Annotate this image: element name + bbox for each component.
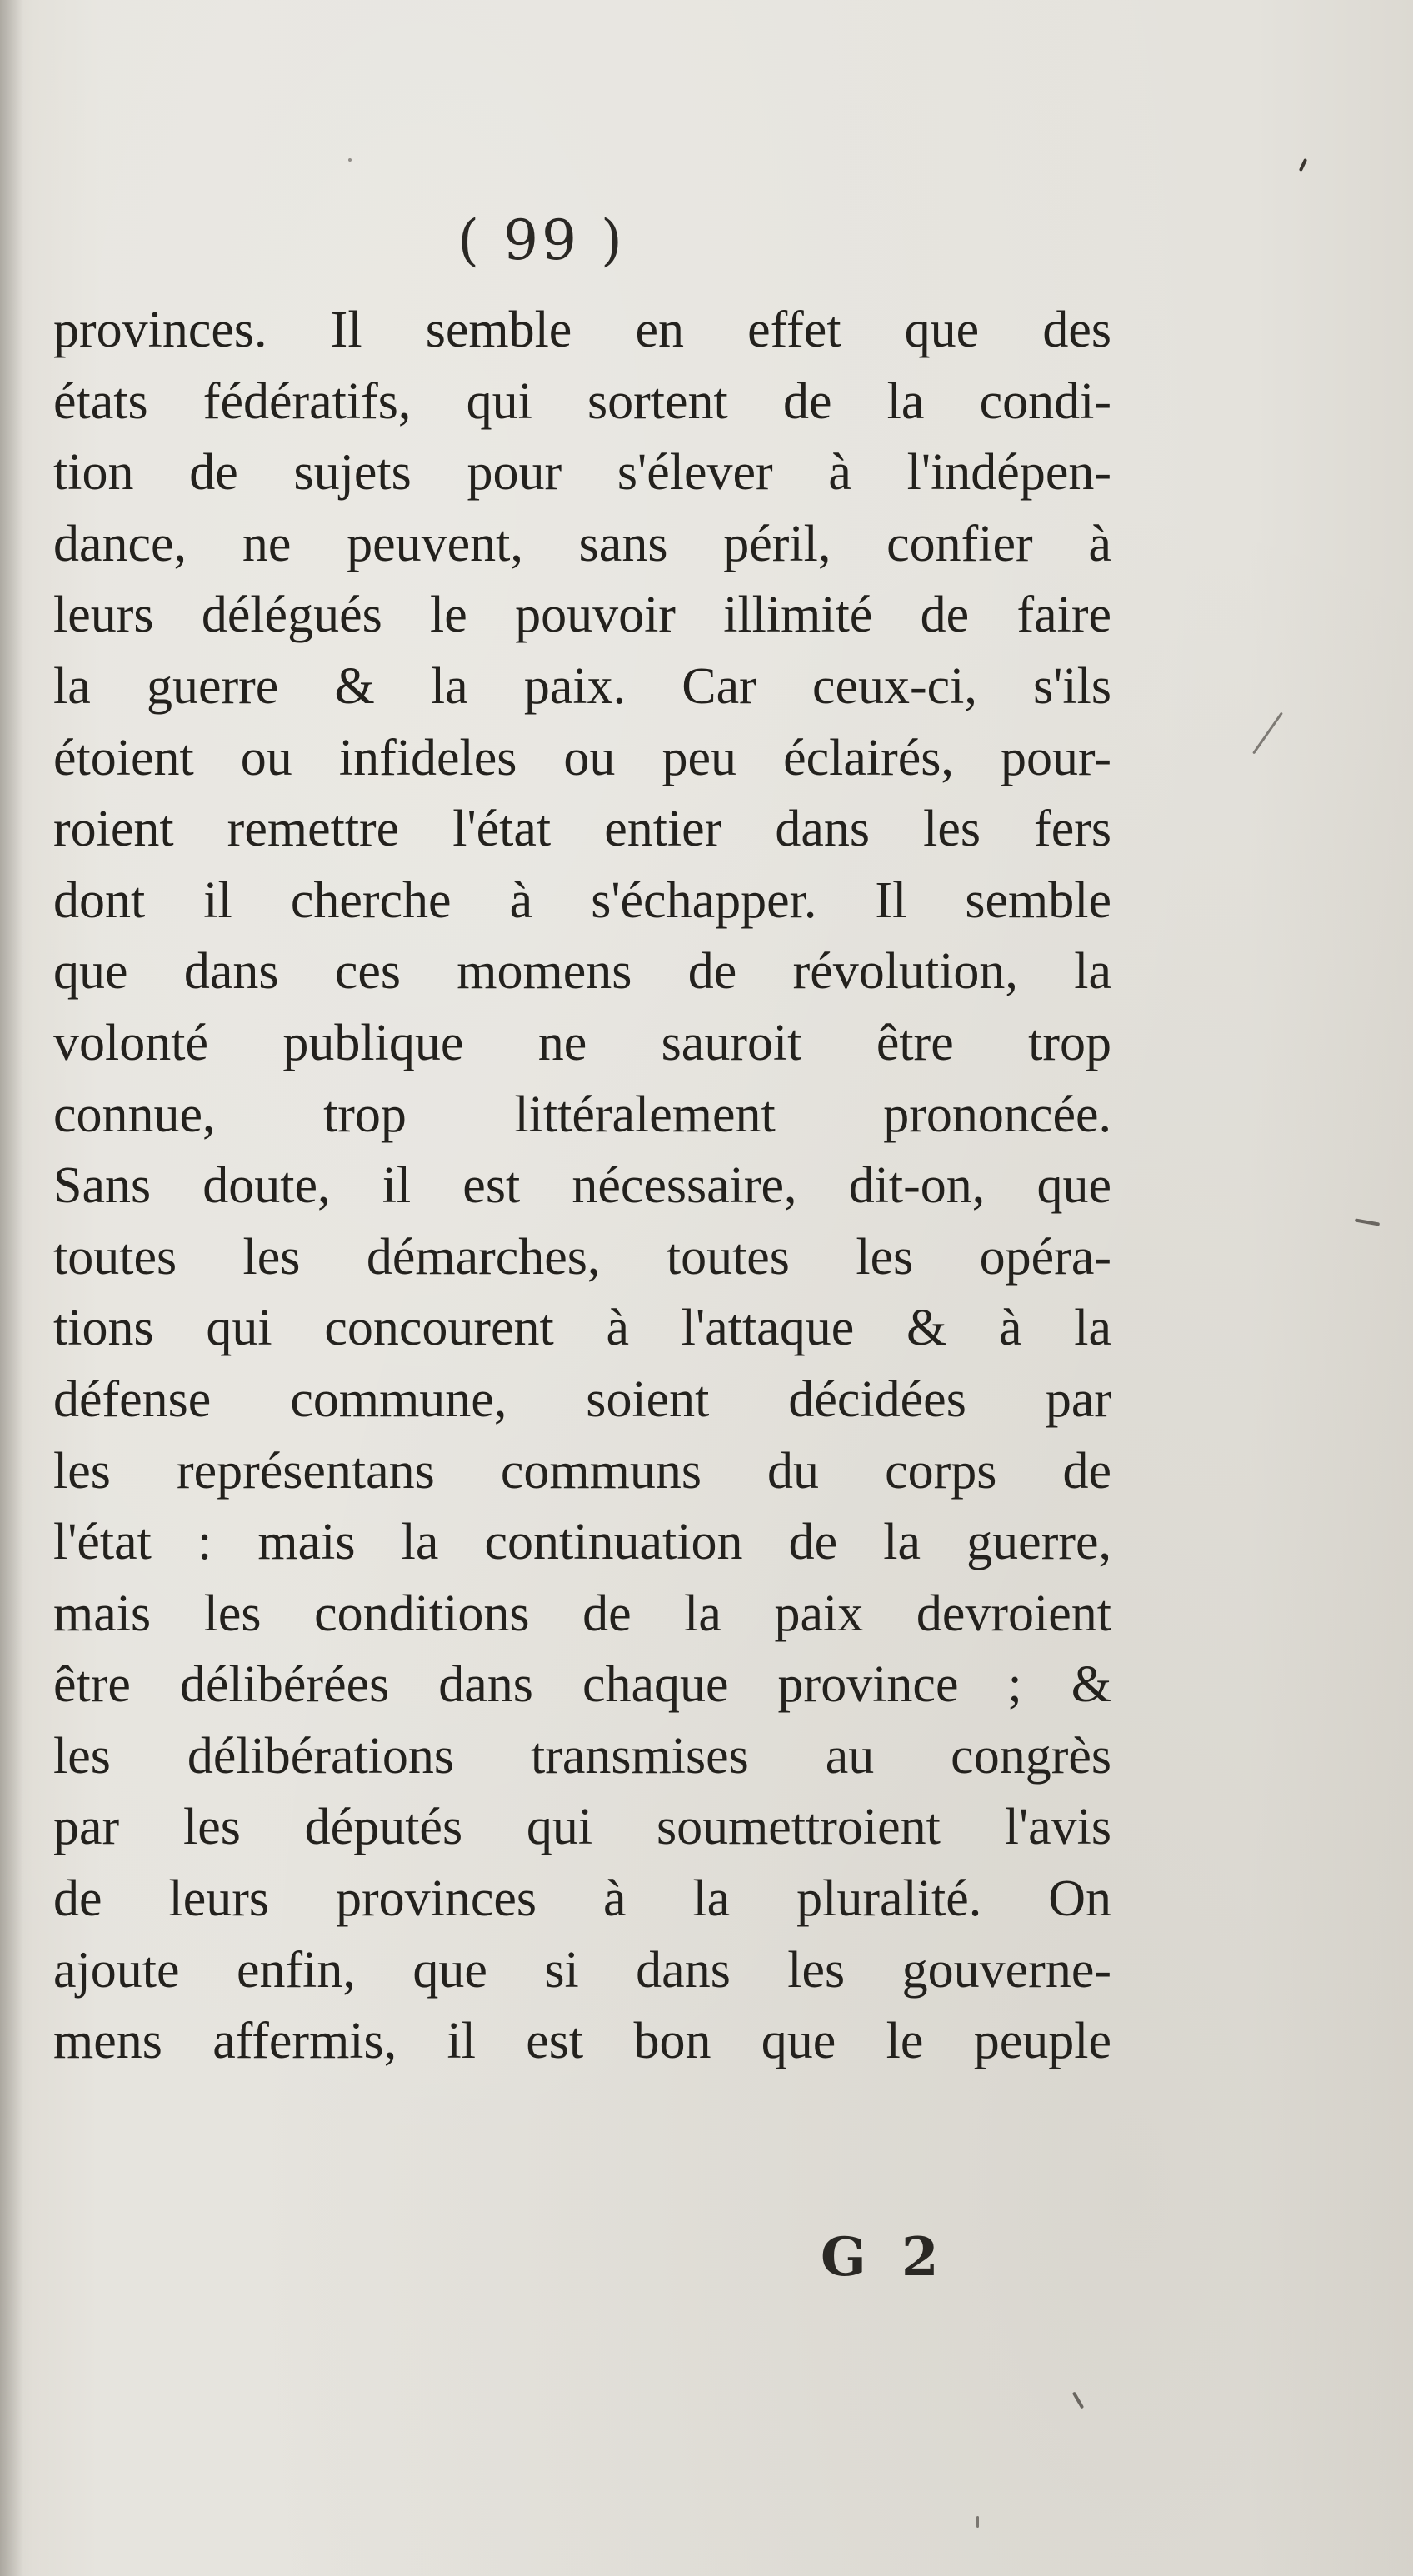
text-line: par les députés qui soumettroient l'avis	[53, 1799, 1111, 1856]
signature-mark: G 2	[821, 2226, 947, 2289]
text-line: Sans doute, il est nécessaire, dit-on, que	[53, 1157, 1111, 1215]
text-line: tions qui concourent à l'attaque & à la	[53, 1300, 1111, 1357]
page-number: ( 99 )	[457, 208, 626, 272]
text-line: l'état : mais la continuation de la guerre,	[53, 1514, 1111, 1571]
text-line: que dans ces momens de révolution, la	[53, 943, 1111, 1001]
paper-speck	[348, 158, 352, 162]
paper-speck	[1299, 158, 1307, 172]
text-line: mais les conditions de la paix devroient	[53, 1585, 1111, 1642]
text-line: connue, trop littéralement prononcée.	[53, 1086, 1111, 1143]
text-line: volonté publique ne sauroit être trop	[53, 1014, 1111, 1071]
text-line: être délibérées dans chaque province ; &	[53, 1656, 1111, 1714]
text-line: toutes les démarches, toutes les opéra-	[53, 1228, 1111, 1286]
text-line: mens affermis, il est bon que le peuple	[53, 2013, 1111, 2070]
text-line: étoient ou infideles ou peu éclairés, pour-	[53, 729, 1111, 786]
text-line: dance, ne peuvent, sans péril, confier à	[53, 515, 1111, 572]
text-line: ajoute enfin, que si dans les gouverne-	[53, 1941, 1111, 1999]
paper-speck	[976, 2516, 979, 2528]
text-line: leurs délégués le pouvoir illimité de faire	[53, 587, 1111, 644]
text-line: défense commune, soient décidées par	[53, 1370, 1111, 1428]
text-line: les délibérations transmises au congrès	[53, 1727, 1111, 1785]
body-text	[53, 295, 1111, 2078]
paper-speck	[1252, 712, 1283, 755]
paper-speck	[1355, 1218, 1380, 1226]
text-line: dont il cherche à s'échapper. Il semble	[53, 871, 1111, 929]
text-line: provinces. Il semble en effet que des	[53, 302, 1111, 358]
text-line: la guerre & la paix. Car ceux-ci, s'ils	[53, 657, 1111, 715]
binding-gutter-shadow	[0, 0, 23, 2576]
text-line: roient remettre l'état entier dans les fers	[53, 801, 1111, 858]
text-line: de leurs provinces à la pluralité. On	[53, 1870, 1111, 1928]
text-line: tion de sujets pour s'élever à l'indépen-	[53, 444, 1111, 502]
paper-speck	[1072, 2391, 1084, 2409]
text-line: les représentans communs du corps de	[53, 1442, 1111, 1500]
text-line: états fédératifs, qui sortent de la condi-	[53, 372, 1111, 430]
